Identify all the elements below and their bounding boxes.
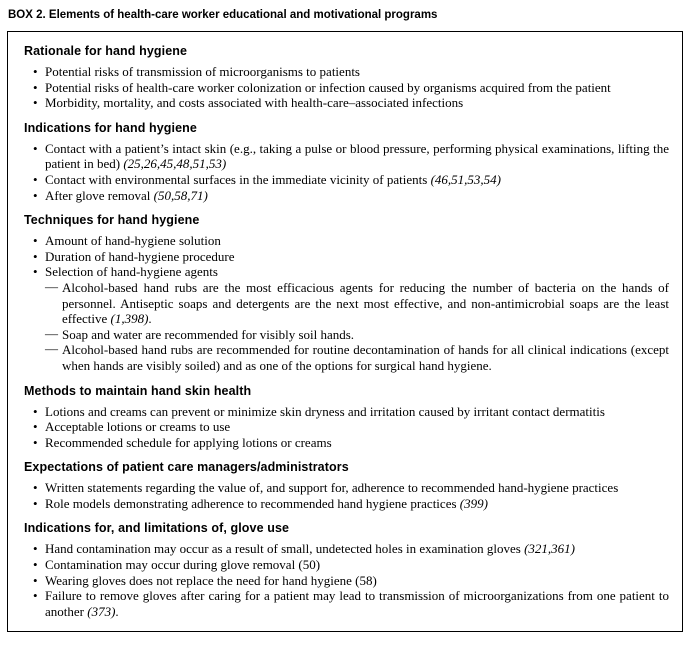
section-item-list	[21, 404, 669, 451]
list-item	[21, 141, 669, 172]
list-item	[21, 264, 669, 280]
bullet-marker-icon: •	[33, 171, 38, 187]
list-item	[21, 95, 669, 111]
list-item	[21, 249, 669, 265]
sub-item	[21, 327, 669, 343]
list-item	[21, 541, 669, 557]
dash-marker-icon: —	[45, 278, 58, 294]
list-item	[21, 496, 669, 512]
section-heading: Indications for, and limitations of, glove use	[24, 521, 290, 536]
list-item	[21, 419, 669, 435]
bullet-marker-icon: •	[33, 248, 38, 264]
box-2-container	[7, 31, 683, 632]
box-title: BOX 2. Elements of health-care worker educational and motivational programs	[8, 9, 438, 21]
section-heading: Techniques for hand hygiene	[24, 213, 200, 228]
list-item	[21, 64, 669, 80]
item-suffix: .	[148, 311, 152, 327]
list-item	[21, 80, 669, 96]
section-item-list	[21, 64, 669, 111]
item-text: Hand contamination may occur as a result of small, undetected holes in examination gloves	[45, 541, 525, 557]
bullet-marker-icon: •	[33, 233, 38, 249]
list-item	[21, 557, 669, 573]
sub-item	[21, 280, 669, 327]
bullet-marker-icon: •	[33, 557, 38, 573]
bullet-marker-icon: •	[33, 95, 38, 111]
bullet-marker-icon: •	[33, 434, 38, 450]
reference-citation: (50,58,71)	[153, 187, 208, 203]
item-text: Role models demonstrating adherence to recommended hand hygiene practices	[45, 495, 460, 511]
list-item	[21, 480, 669, 496]
reference-citation: (373)	[87, 603, 116, 619]
item-text: Duration of hand-hygiene procedure	[45, 248, 235, 264]
bullet-marker-icon: •	[33, 187, 38, 203]
item-text: Contamination may occur during glove removal (50)	[45, 557, 321, 573]
section-item-list	[21, 233, 669, 373]
item-text: Potential risks of transmission of microorganisms to patients	[45, 64, 360, 79]
bullet-marker-icon: •	[33, 480, 38, 496]
section-heading: Expectations of patient care managers/administrators	[24, 460, 349, 475]
bullet-marker-icon: •	[33, 264, 38, 280]
item-text: Potential risks of health-care worker colonization or infection caused by organisms acquired from the patient	[45, 79, 611, 95]
bullet-marker-icon: •	[33, 495, 38, 511]
item-text: Acceptable lotions or creams to use	[45, 419, 231, 435]
bullet-marker-icon: •	[33, 79, 38, 95]
list-item	[21, 188, 669, 204]
list-item	[21, 172, 669, 188]
item-text: Alcohol-based hand rubs are recommended for routine decontamination of hands for all clinical indications (except when hands are visibly soiled) and as one of the options for surgical hand hygiene.	[62, 342, 669, 373]
bullet-marker-icon: •	[33, 419, 38, 435]
item-text: Contact with a patient’s intact skin (e.g., taking a pulse or blood pressure, performing physical examinations, lifting the patient in bed)	[45, 140, 669, 172]
reference-citation: (321,361)	[524, 541, 575, 557]
list-item	[21, 435, 669, 451]
list-item	[21, 573, 669, 589]
item-text: Selection of hand-hygiene agents	[45, 264, 218, 280]
item-text: Written statements regarding the value of, and support for, adherence to recommended hand-hygiene practices	[45, 480, 619, 496]
bullet-marker-icon: •	[33, 541, 38, 557]
bullet-marker-icon: •	[33, 140, 38, 156]
section-item-list	[21, 141, 669, 203]
item-text: Wearing gloves does not replace the need for hand hygiene (58)	[45, 572, 377, 588]
item-text: After glove removal	[45, 187, 154, 203]
list-item	[21, 404, 669, 420]
section-heading: Indications for hand hygiene	[24, 120, 197, 135]
list-item	[21, 233, 669, 249]
section-item-list	[21, 480, 669, 511]
reference-citation: (46,51,53,54)	[430, 171, 501, 187]
item-text: Contact with environmental surfaces in the immediate vicinity of patients	[45, 171, 431, 187]
item-suffix: .	[115, 603, 119, 619]
dash-marker-icon: —	[45, 341, 58, 357]
bullet-marker-icon: •	[33, 403, 38, 419]
section-heading: Rationale for hand hygiene	[24, 44, 188, 58]
bullet-marker-icon: •	[33, 588, 38, 604]
dash-marker-icon: —	[45, 325, 58, 341]
sub-item	[21, 342, 669, 373]
section-heading: Methods to maintain hand skin health	[24, 383, 252, 398]
section-item-list	[21, 541, 669, 619]
item-text: Lotions and creams can prevent or minimize skin dryness and irritation caused by irritant contact dermatitis	[45, 403, 605, 419]
item-text: Morbidity, mortality, and costs associated with health-care–associated infections	[45, 95, 464, 111]
reference-citation: (399)	[459, 495, 488, 511]
bullet-marker-icon: •	[33, 64, 38, 79]
item-text: Alcohol-based hand rubs are the most efficacious agents for reducing the number of bacteria on the hands of personnel. Antiseptic soaps and detergents are the next most effective, and non-antimicrobial soaps are the least effective	[62, 279, 669, 327]
bullet-marker-icon: •	[33, 572, 38, 588]
reference-citation: (25,26,45,48,51,53)	[123, 156, 227, 172]
item-text: Amount of hand-hygiene solution	[45, 233, 221, 249]
item-text: Recommended schedule for applying lotions or creams	[45, 434, 332, 450]
reference-citation: (1,398)	[110, 311, 149, 327]
list-item	[21, 588, 669, 619]
item-text: Failure to remove gloves after caring for a patient may lead to transmission of microorganizations from one patient to another	[45, 588, 669, 619]
item-text: Soap and water are recommended for visibly soil hands.	[62, 326, 355, 342]
